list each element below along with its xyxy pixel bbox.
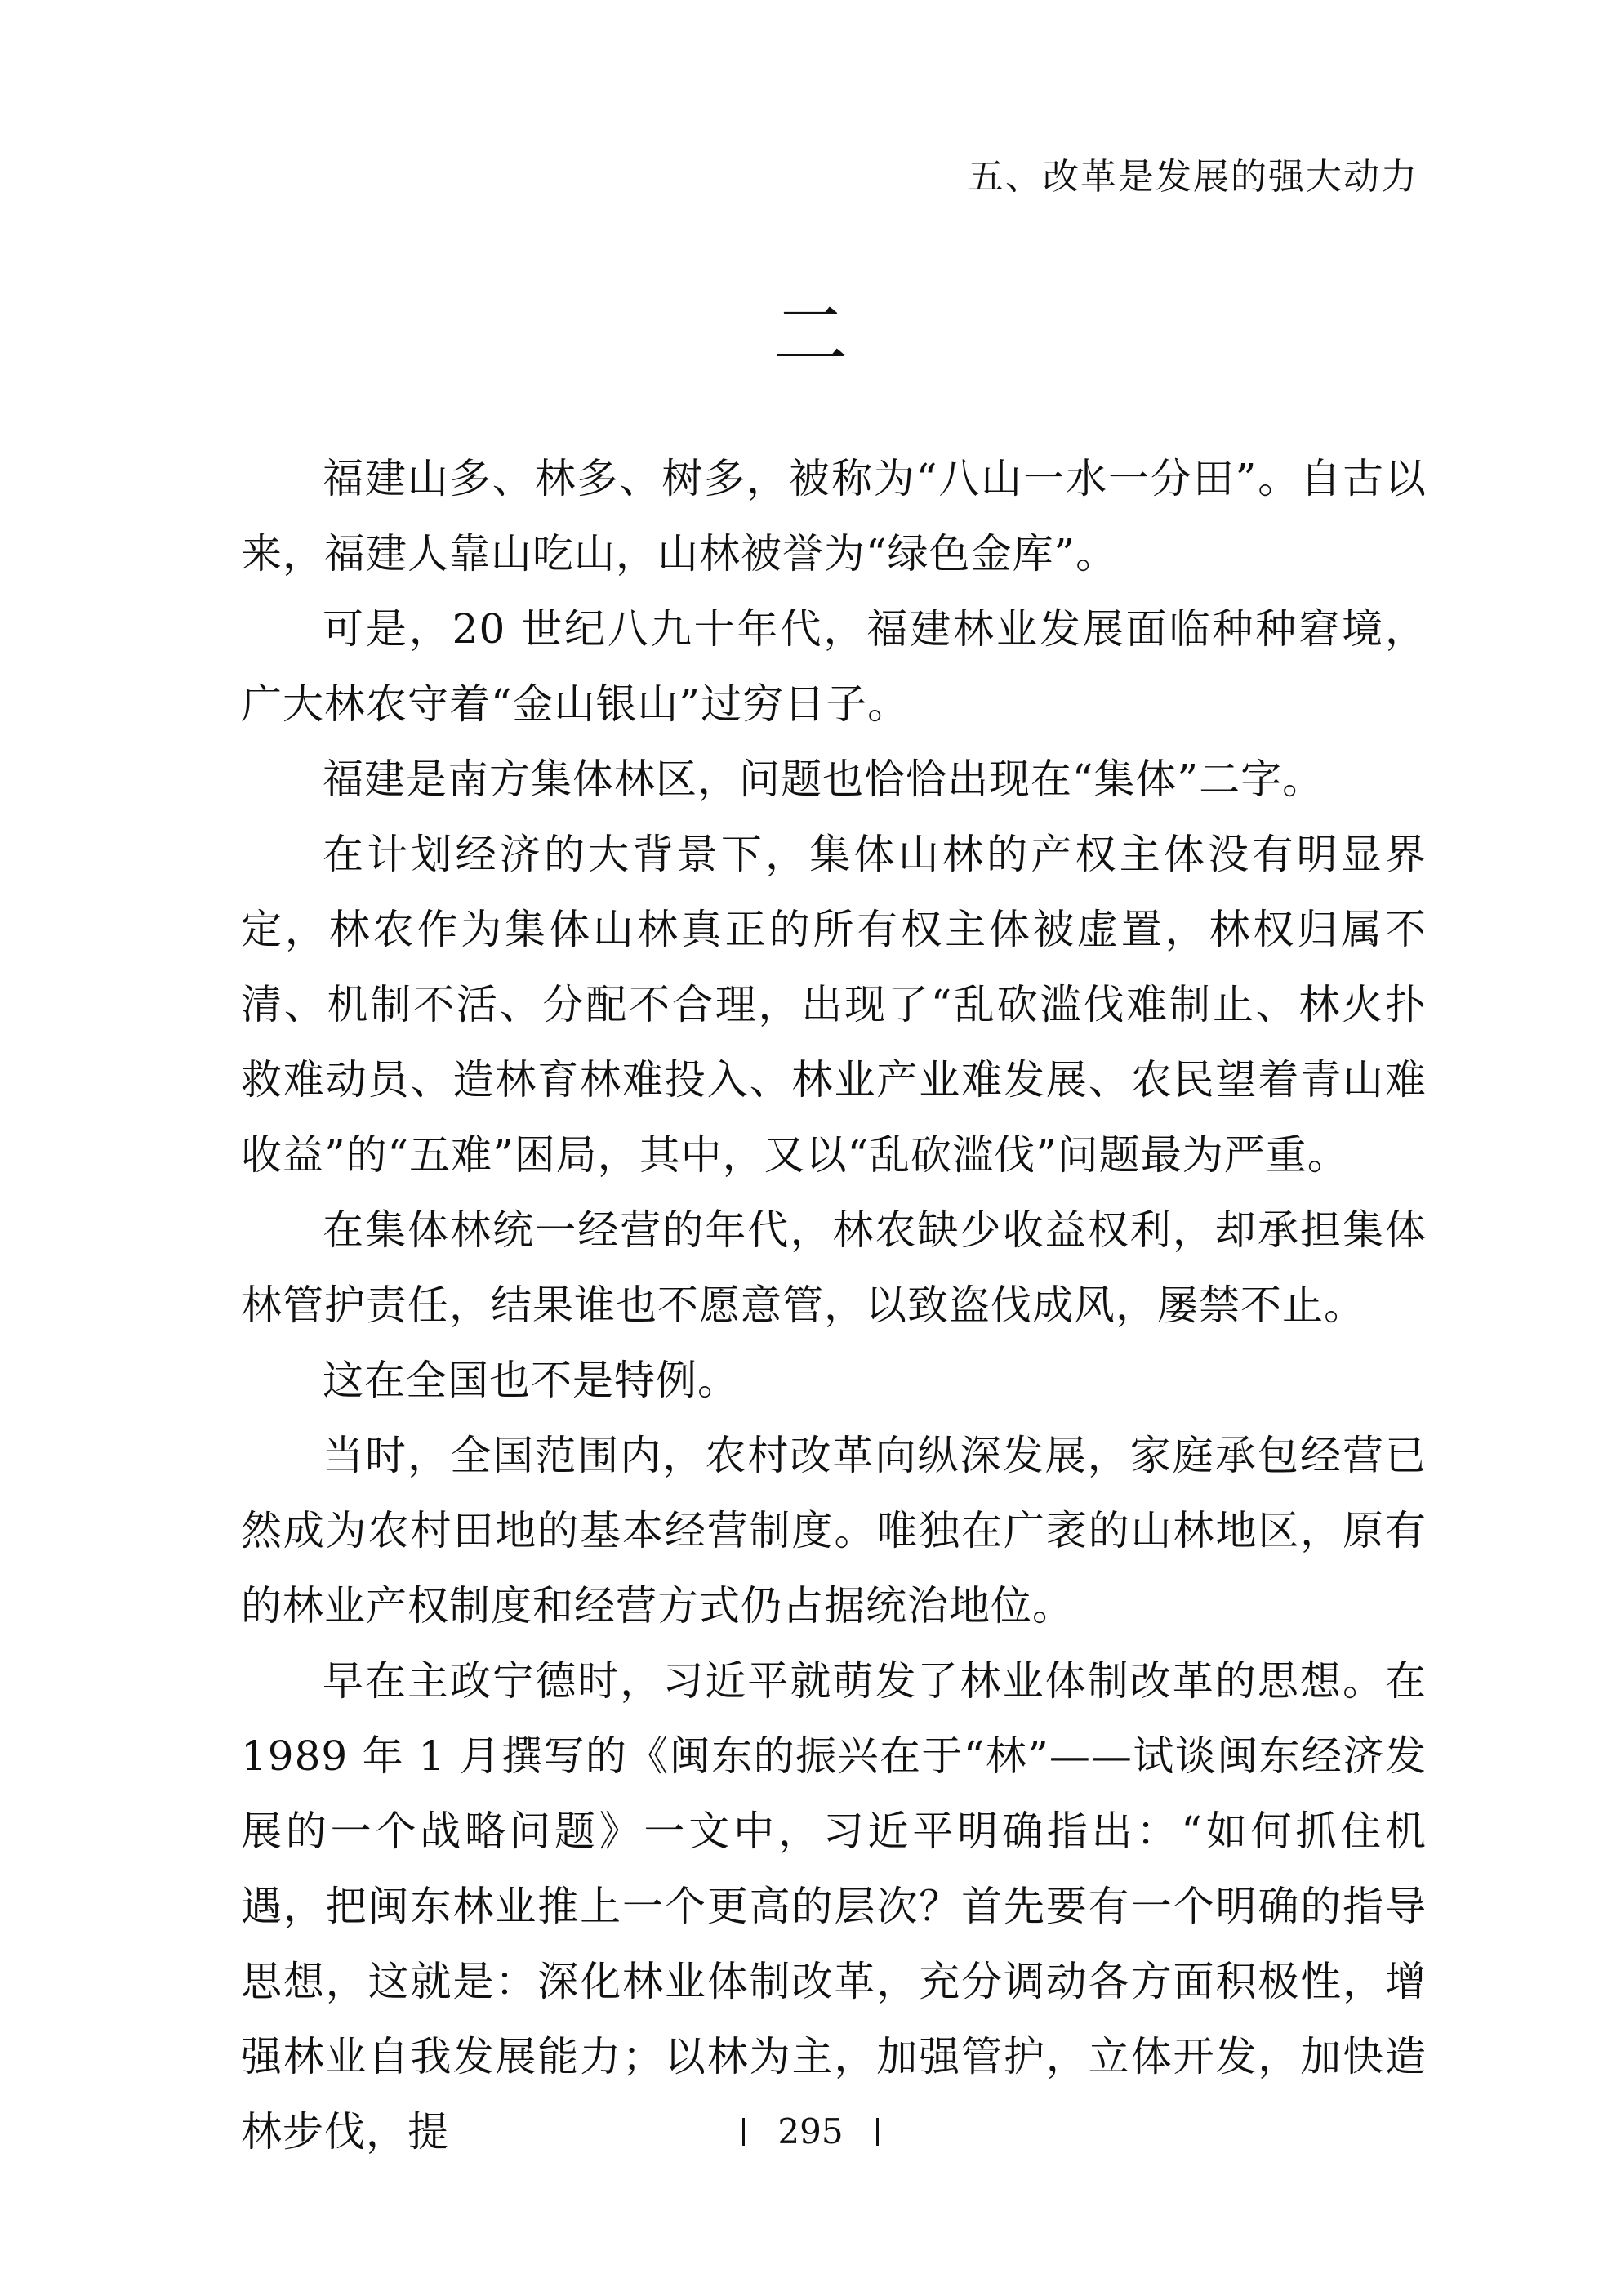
footer-right-rule <box>876 2118 879 2146</box>
paragraph: 在计划经济的大背景下，集体山林的产权主体没有明显界定，林农作为集体山林真正的所有权主体被虚置，林权归属不清、机制不活、分配不合理，出现了“乱砍滥伐难制止、林火扑救难动员、造林育林难投入、林业产业难发展、农民望着青山难收益”的“五难”困局，其中，又以“乱砍滥伐”问题最为严重。 <box>241 831 1427 1179</box>
footer-left-rule <box>742 2118 745 2146</box>
paragraph: 可是，20 世纪八九十年代，福建林业发展面临种种窘境，广大林农守着“金山银山”过穷日子。 <box>241 605 1427 728</box>
paragraph: 早在主政宁德时，习近平就萌发了林业体制改革的思想。在 1989 年 1 月撰写的《闽东的振兴在于“林”——试谈闽东经济发展的一个战略问题》一文中，习近平明确指出：“如何抓住机遇，把闽东林业推上一个更高的层次？首先要有一个明确的指导思想，这就是：深化林业体制改革，充分调动各方面积极性，增强林业自我发展能力；以林为主，加强管护，立体开发，加快造林步伐，提 <box>241 1657 1427 2156</box>
paragraph: 福建是南方集体林区，问题也恰恰出现在“集体”二字。 <box>323 756 1325 803</box>
page-number: 295 <box>777 2111 844 2151</box>
running-header: 五、改革是发展的强大动力 <box>968 156 1418 198</box>
paragraph: 福建山多、林多、树多，被称为“八山一水一分田”。自古以来，福建人靠山吃山，山林被誉为“绿色金库”。 <box>241 455 1427 577</box>
paragraph: 这在全国也不是特例。 <box>323 1357 739 1404</box>
section-number: 二 <box>773 292 848 379</box>
body-text <box>241 441 1427 2169</box>
paragraph: 在集体林统一经营的年代，林农缺少收益权利，却承担集体林管护责任，结果谁也不愿意管，以致盗伐成风，屡禁不止。 <box>241 1206 1427 1329</box>
paragraph: 当时，全国范围内，农村改革向纵深发展，家庭承包经营已然成为农村田地的基本经营制度。唯独在广袤的山林地区，原有的林业产权制度和经营方式仍占据统治地位。 <box>241 1432 1427 1629</box>
page-footer <box>0 2112 1621 2149</box>
